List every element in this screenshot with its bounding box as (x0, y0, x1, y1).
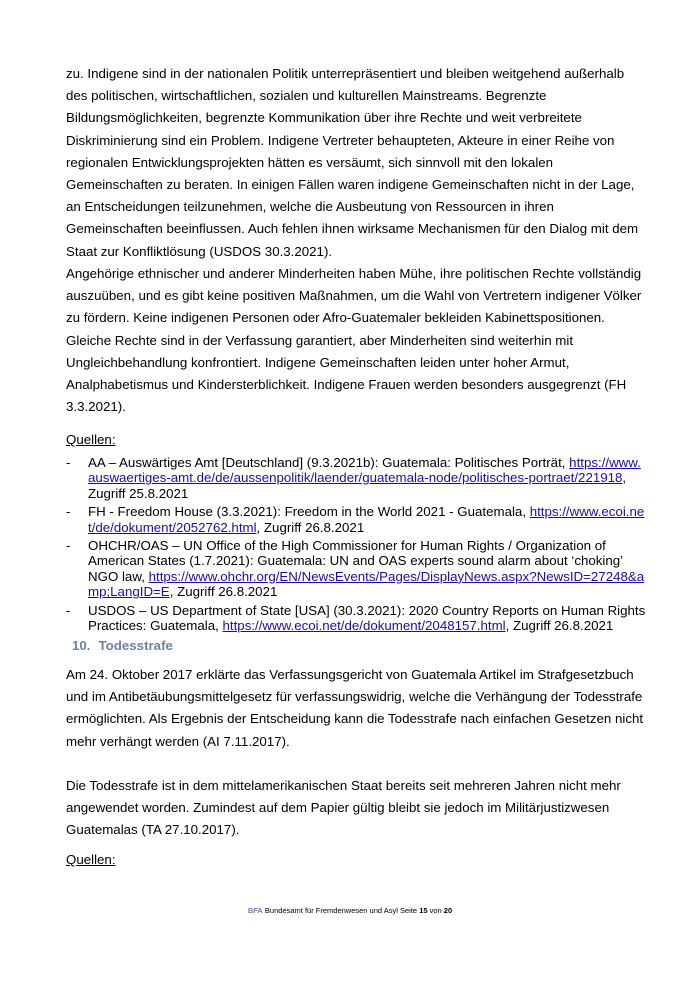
source-item (66, 455, 646, 501)
source-citation: AA – Auswärtiges Amt [Deutschland] (9.3.2021b): Guatemala: Politisches Porträt, (88, 455, 566, 470)
section-number: 10. (72, 638, 91, 653)
paragraph-death-penalty-status: Die Todesstrafe ist in dem mittelamerikanischen Staat bereits seit mehreren Jahren nicht mehr angewendet worden. Zumindest auf dem Papier gültig bleibt sie jedoch im Militärjustizwesen Guatemalas (TA 27.10.2017). (66, 778, 621, 838)
sources-label: Quellen: (66, 432, 116, 447)
sources-list (66, 455, 646, 636)
page-footer (0, 906, 700, 915)
source-citation: FH - Freedom House (3.3.2021): Freedom in the World 2021 - Guatemala, (88, 504, 527, 520)
source-citation: OHCHR/OAS – UN Office of the High Commissioner for Human Rights / Organization of American States (1.7.2021): Guatemala: UN and OAS experts sound alarm about ‘choking’ NGO law, (88, 538, 623, 584)
list-dash: - (66, 538, 71, 554)
footer-brand: BFA (247, 906, 263, 915)
paragraph-indigenous-politics: zu. Indigene sind in der nationalen Politik unterrepräsentiert und bleiben weitgehend außerhalb des politischen, wirtschaftlichen, sozialen und kulturellen Mainstreams. Begrenzte Bildungsmöglichkeiten, begrenzte Kommunikation über ihre Rechte und weit verbreitete Diskriminierung sind ein Problem. Indigene Vertreter behaupteten, Akteure in einer Reihe von regionalen Entwicklungsprojekten hätten es versäumt, sich sinnvoll mit den lokalen Gemeinschaften zu beraten. In einigen Fällen waren indigene Gemeinschaften nicht in der Lage, an Entscheidungen teilzunehmen, welche die Ausbeutung von Ressourcen in ihren Gemeinschaften beeinflussen. Auch fehlen ihnen wirksame Mechanismen für den Dialog mit dem Staat zur Konfliktlösung (USDOS 30.3.2021). (66, 66, 639, 259)
list-dash: - (66, 602, 71, 618)
source-access-date: , Zugriff 26.8.2021 (505, 618, 614, 634)
paragraph-minority-rights: Angehörige ethnischer und anderer Minderheiten haben Mühe, ihre politischen Rechte vollständig auszuüben, und es gibt keine positiven Maßnahmen, um die Wahl von Vertretern indigener Völker zu fördern. Keine indigenen Personen oder Afro-Guatemaler bekleiden Kabinettspositionen. Gleiche Rechte sind in der Verfassung garantiert, aber Minderheiten sind weiterhin mit Ungleichbehandlung konfrontiert. Indigene Gemeinschaften leiden unter hoher Armut, Analphabetismus und Kindersterblichkeit. Indigene Frauen werden besonders ausgegrenzt (FH 3.3.2021). (66, 266, 642, 415)
section-heading (72, 638, 173, 653)
paragraph-constitutional-court: Am 24. Oktober 2017 erklärte das Verfassungsgericht von Guatemala Artikel im Strafgesetzbuch und im Antibetäubungsmittelgesetz für verfassungswidrig, welche die Verhängung der Todesstrafe ermöglichten. Als Ergebnis der Entscheidung kann die Todesstrafe nach einfachen Gesetzen nicht mehr verhängt werden (AI 7.11.2017). (66, 667, 644, 749)
source-item (66, 504, 646, 535)
source-citation: USDOS – US Department of State [USA] (30.3.2021): 2020 Country Reports on Human Rights Practices: Guatemala, (88, 602, 646, 634)
list-dash: - (66, 504, 71, 520)
source-access-date: , Zugriff 26.8.2021 (256, 519, 365, 535)
footer-page-total: 20 (443, 906, 453, 915)
list-dash: - (66, 455, 71, 470)
source-text (88, 455, 646, 501)
sources-label-2: Quellen: (66, 852, 116, 867)
source-text (88, 603, 646, 634)
section-title: Todesstrafe (98, 638, 173, 653)
source-item (66, 538, 646, 600)
source-text (88, 538, 646, 600)
source-link[interactable]: https://www.ecoi.net/de/dokument/2052762.html (88, 504, 645, 535)
footer-text: Bundesamt für Fremdenwesen und Asyl Seite (262, 906, 420, 915)
source-text (88, 504, 646, 535)
source-link[interactable]: https://www.ecoi.net/de/dokument/2048157.html (222, 618, 506, 634)
footer-page-number: 15 (419, 906, 428, 915)
source-link[interactable]: https://www.auswaertiges-amt.de/de/aussenpolitik/laender/guatemala-node/politisches-portraet/221918 (88, 455, 641, 486)
source-item (66, 603, 646, 634)
source-access-date: , Zugriff 25.8.2021 (88, 470, 627, 501)
source-link[interactable]: https://www.ohchr.org/EN/NewsEvents/Pages/DisplayNews.aspx?NewsID=27248&amp;LangID=E (88, 568, 645, 600)
source-access-date: , Zugriff 26.8.2021 (169, 584, 278, 600)
footer-of: von (427, 906, 444, 915)
